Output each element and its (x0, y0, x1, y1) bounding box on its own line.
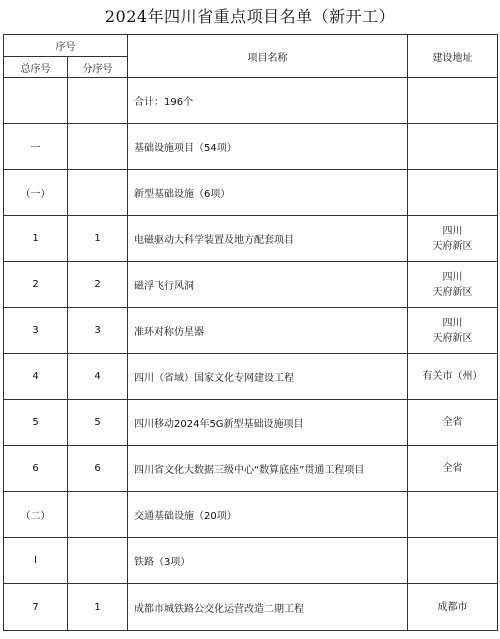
location-cell (408, 538, 498, 584)
location-cell (408, 308, 498, 354)
location-line: 天府新区 (432, 286, 473, 298)
total-seq-cell: 6 (4, 446, 68, 492)
total-seq-cell: 一 (4, 124, 68, 170)
sub-seq-cell: 5 (68, 400, 128, 446)
table-row (4, 308, 498, 354)
project-name-cell: 成都市城铁路公交化运营改造二期工程 (128, 584, 408, 631)
header-sub-seq: 分序号 (68, 57, 128, 78)
location-cell (408, 262, 498, 308)
location-line: 天府新区 (432, 332, 473, 344)
location-cell (408, 400, 498, 446)
project-name-cell: 合计：196个 (128, 78, 408, 124)
location-line: 有关市（州） (422, 371, 483, 382)
total-seq-cell: 4 (4, 354, 68, 400)
location-line: 成都市 (437, 601, 468, 613)
total-seq-cell: 5 (4, 400, 68, 446)
project-name-cell: 电磁驱动大科学装置及地方配套项目 (128, 216, 408, 262)
table-row (4, 400, 498, 446)
project-name-cell: 准环对称仿星器 (128, 308, 408, 354)
location-cell (408, 170, 498, 216)
location-line: 四川 (442, 271, 463, 283)
project-name-cell: 新型基础设施（6项） (128, 170, 408, 216)
location-cell (408, 124, 498, 170)
sub-seq-cell: 1 (68, 584, 128, 631)
header-seq-group: 序号 (4, 35, 128, 57)
project-name-cell: 磁浮飞行风洞 (128, 262, 408, 308)
header-row (4, 35, 498, 57)
table-row (4, 262, 498, 308)
page-title: 2024年四川省重点项目名单（新开工） (104, 7, 396, 26)
location-cell (408, 354, 498, 400)
table-row (4, 538, 498, 584)
total-seq-cell: （一） (4, 170, 68, 216)
sub-seq-cell (68, 492, 128, 538)
sub-seq-cell (68, 78, 128, 124)
location-cell (408, 446, 498, 492)
location-line: 全省 (442, 463, 463, 474)
total-seq-cell: 7 (4, 584, 68, 631)
table-row (4, 492, 498, 538)
location-cell (408, 78, 498, 124)
sub-seq-cell (68, 124, 128, 170)
project-name-cell: 铁路（3项） (128, 538, 408, 584)
sub-seq-cell: 1 (68, 216, 128, 262)
location-cell (408, 216, 498, 262)
project-table (3, 34, 498, 631)
table-row (4, 170, 498, 216)
sub-seq-cell: 6 (68, 446, 128, 492)
location-line: 全省 (442, 417, 463, 428)
table-row (4, 124, 498, 170)
total-seq-cell: 1 (4, 216, 68, 262)
total-seq-cell: 3 (4, 308, 68, 354)
location-cell (408, 492, 498, 538)
total-seq-cell: 2 (4, 262, 68, 308)
header-project-name: 项目名称 (128, 35, 408, 78)
table-row (4, 446, 498, 492)
location-line: 天府新区 (432, 240, 473, 252)
sub-seq-cell (68, 538, 128, 584)
project-name-cell: 交通基础设施（20项） (128, 492, 408, 538)
sub-seq-cell (68, 170, 128, 216)
project-name-cell: 四川省文化大数据三级中心“数算底座”贯通工程项目 (128, 446, 408, 492)
table-row (4, 354, 498, 400)
total-seq-cell: I (4, 538, 68, 584)
total-seq-cell: （二） (4, 492, 68, 538)
table-row (4, 584, 498, 631)
sub-seq-cell: 4 (68, 354, 128, 400)
sub-seq-cell: 3 (68, 308, 128, 354)
location-line: 四川 (442, 225, 463, 237)
project-name-cell: 四川移动2024年5G新型基础设施项目 (128, 400, 408, 446)
header-location: 建设地址 (408, 35, 498, 78)
location-cell (408, 584, 498, 631)
sub-seq-cell: 2 (68, 262, 128, 308)
location-line: 四川 (442, 317, 463, 329)
total-seq-cell (4, 78, 68, 124)
table-row (4, 216, 498, 262)
project-name-cell: 四川（省域）国家文化专网建设工程 (128, 354, 408, 400)
header-total-seq: 总序号 (4, 57, 68, 78)
project-name-cell: 基础设施项目（54项） (128, 124, 408, 170)
table-row (4, 78, 498, 124)
